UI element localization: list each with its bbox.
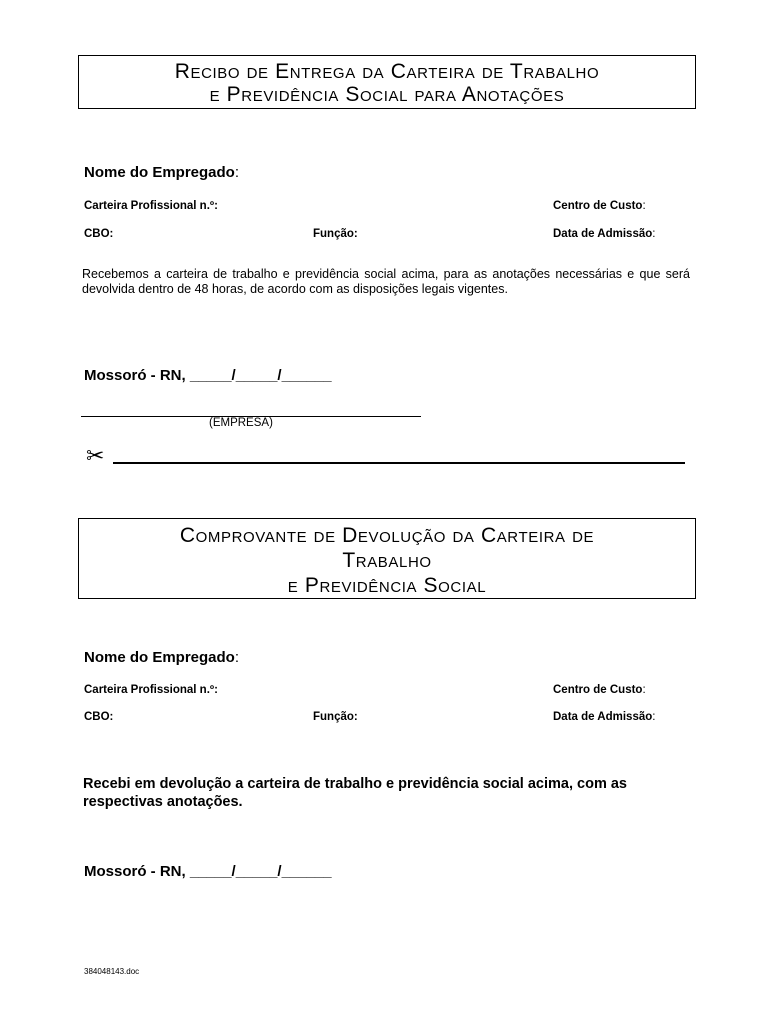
devolution-title-box [78, 518, 696, 599]
scissors-icon: ✂ [86, 444, 105, 469]
data-admissao-label: Data de Admissão [553, 228, 653, 240]
devolution-title-line3: e Previdência Social [287, 574, 487, 597]
receipt-employee-name [84, 164, 239, 181]
centro-custo-colon: : [642, 200, 646, 212]
receipt-data-admissao [553, 228, 655, 240]
receipt-title-box [78, 55, 696, 109]
devolution-carteira-label: Carteira Profissional n.º: [84, 684, 218, 696]
devolution-cbo-label: CBO: [84, 711, 114, 723]
company-label: (EMPRESA) [209, 417, 273, 429]
data-admissao-colon: : [652, 228, 656, 240]
centro-custo-colon: : [642, 684, 646, 696]
devolution-centro-custo [553, 684, 646, 696]
receipt-title-line1: Recibo de Entrega da Carteira de Trabalho [174, 60, 600, 83]
cut-line [113, 462, 685, 464]
employee-name-colon: : [234, 649, 240, 666]
footer-filename: 384048143.doc [84, 967, 140, 976]
devolution-title-line1: Comprovante de Devolução da Carteira de [179, 524, 595, 547]
employee-name-label: Nome do Empregado [84, 649, 235, 666]
centro-custo-label: Centro de Custo [553, 684, 643, 696]
devolution-title-line2: Trabalho [342, 549, 432, 572]
devolution-date-line: Mossoró - RN, _____/_____/______ [84, 863, 332, 880]
receipt-carteira-label: Carteira Profissional n.º: [84, 200, 218, 212]
data-admissao-colon: : [652, 711, 656, 723]
data-admissao-label: Data de Admissão [553, 711, 653, 723]
devolution-data-admissao [553, 711, 655, 723]
employee-name-colon: : [234, 164, 240, 181]
devolution-employee-name [84, 649, 239, 666]
employee-name-label: Nome do Empregado [84, 164, 235, 181]
receipt-date-line: Mossoró - RN, _____/_____/______ [84, 367, 332, 384]
receipt-title-line2: e Previdência Social para Anotações [209, 83, 565, 106]
devolution-paragraph: Recebi em devolução a carteira de trabalho e previdência social acima, com as respectivas anotações. [83, 776, 627, 810]
receipt-cbo-label: CBO: [84, 228, 114, 240]
centro-custo-label: Centro de Custo [553, 200, 643, 212]
receipt-funcao-label: Função: [313, 228, 358, 240]
devolution-funcao-label: Função: [313, 711, 358, 723]
receipt-centro-custo [553, 200, 646, 212]
receipt-paragraph: Recebemos a carteira de trabalho e previdência social acima, para as anotações necessárias e que será devolvida dentro de 48 horas, de acordo com as disposições legais vigentes. [82, 267, 690, 296]
